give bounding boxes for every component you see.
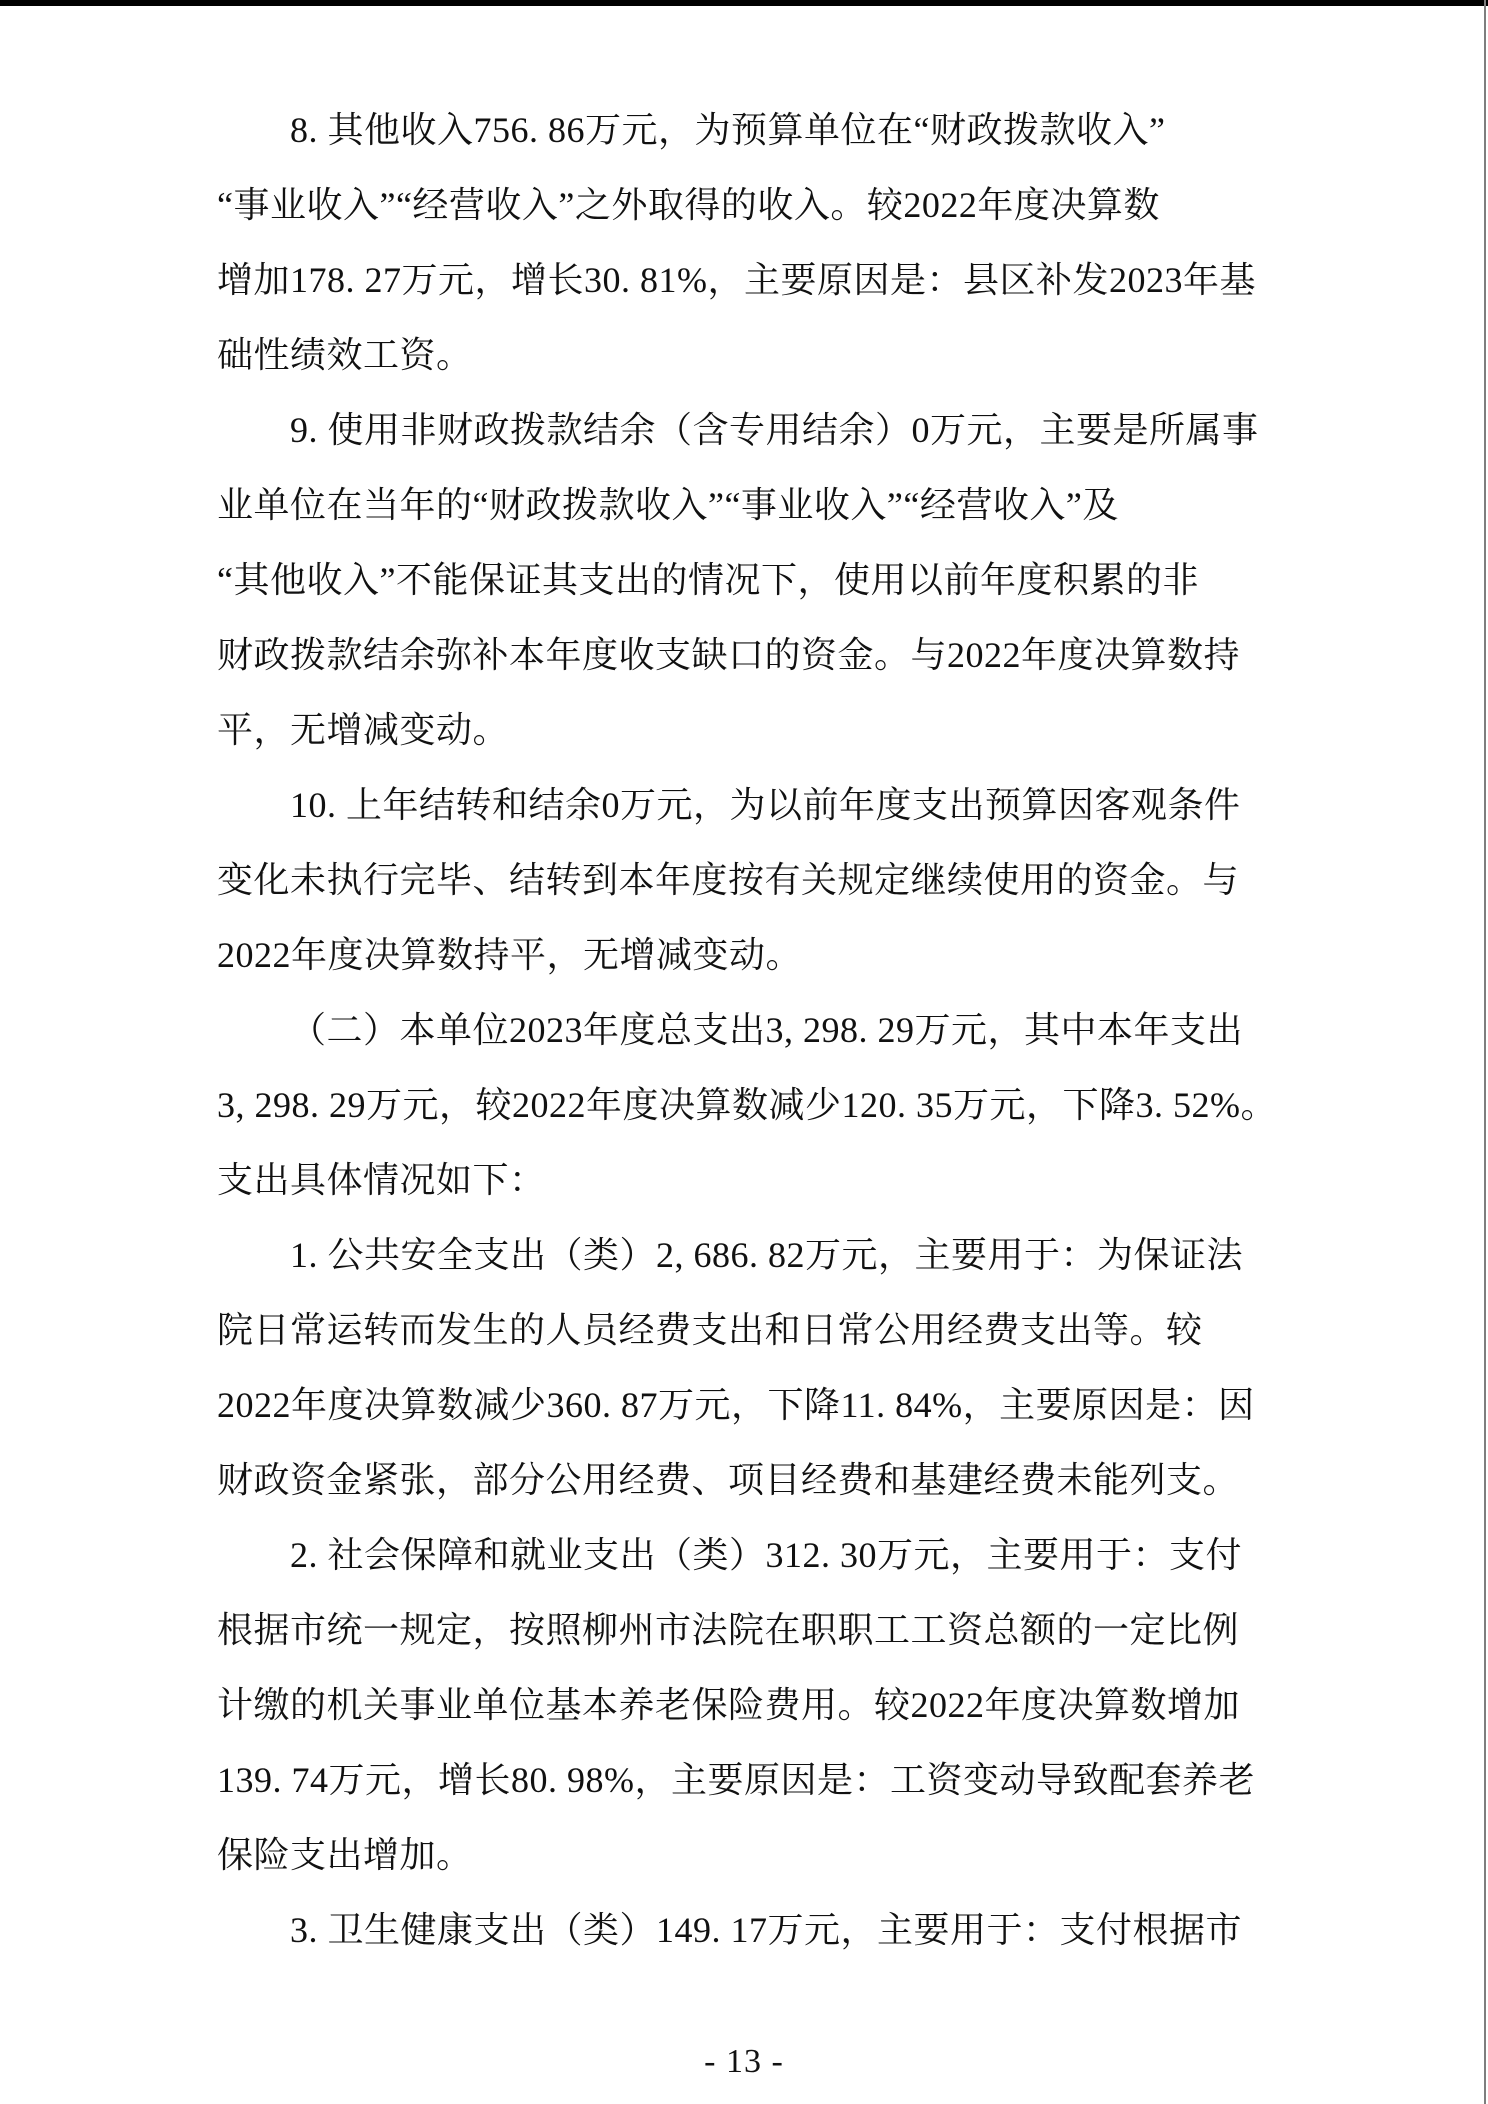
text-line: 2022年度决算数持平，无增减变动。	[217, 935, 803, 975]
text-line: 根据市统一规定，按照柳州市法院在职职工工资总额的一定比例	[217, 1610, 1240, 1650]
text-line: 院日常运转而发生的人员经费支出和日常公用经费支出等。较	[217, 1310, 1203, 1350]
paragraph-other-income	[217, 93, 1287, 393]
text-line: 1. 公共安全支出（类）2, 686. 82万元，主要用于：为保证法	[290, 1235, 1244, 1275]
page-footer	[0, 2042, 1488, 2082]
text-line: 平，无增减变动。	[217, 710, 510, 750]
text-line: 支出具体情况如下：	[217, 1160, 546, 1200]
text-line: （二）本单位2023年度总支出3, 298. 29万元，其中本年支出	[290, 1010, 1244, 1050]
text-line: 3, 298. 29万元，较2022年度决算数减少120. 35万元，下降3. 52%。	[217, 1085, 1277, 1125]
paragraph-nonfiscal-balance	[217, 393, 1287, 768]
text-line: 2. 社会保障和就业支出（类）312. 30万元，主要用于：支付	[290, 1535, 1243, 1575]
paragraph-total-expenditure	[217, 993, 1287, 1218]
text-line: “事业收入”“经营收入”之外取得的收入。较2022年度决算数	[217, 185, 1160, 225]
text-line: 2022年度决算数减少360. 87万元，下降11. 84%，主要原因是：因	[217, 1385, 1255, 1425]
text-line: 139. 74万元，增长80. 98%，主要原因是：工资变动导致配套养老	[217, 1760, 1255, 1800]
text-line: 财政资金紧张，部分公用经费、项目经费和基建经费未能列支。	[217, 1460, 1240, 1500]
paragraph-carryover	[217, 768, 1287, 993]
document-body	[217, 93, 1287, 1968]
text-line: 增加178. 27万元，增长30. 81%，主要原因是：县区补发2023年基	[217, 260, 1256, 300]
text-line: 计缴的机关事业单位基本养老保险费用。较2022年度决算数增加	[217, 1685, 1241, 1725]
text-line: 础性绩效工资。	[217, 335, 473, 375]
text-line: 变化未执行完毕、结转到本年度按有关规定继续使用的资金。与	[217, 860, 1240, 900]
text-line: 业单位在当年的“财政拨款收入”“事业收入”“经营收入”及	[217, 485, 1119, 525]
text-line: 8. 其他收入756. 86万元，为预算单位在“财政拨款收入”	[290, 110, 1166, 150]
scan-right-edge-artifact	[1484, 0, 1486, 2104]
text-line: 10. 上年结转和结余0万元，为以前年度支出预算因客观条件	[290, 785, 1241, 825]
page-number: - 13 -	[704, 2043, 784, 2080]
paragraph-health-expenditure	[217, 1893, 1287, 1968]
text-line: 财政拨款结余弥补本年度收支缺口的资金。与2022年度决算数持	[217, 635, 1241, 675]
paragraph-social-security-expenditure	[217, 1518, 1287, 1893]
text-line: 9. 使用非财政拨款结余（含专用结余）0万元，主要是所属事	[290, 410, 1259, 450]
text-line: 3. 卫生健康支出（类）149. 17万元，主要用于：支付根据市	[290, 1910, 1243, 1950]
paragraph-public-security-expenditure	[217, 1218, 1287, 1518]
text-line: 保险支出增加。	[217, 1835, 473, 1875]
text-line: “其他收入”不能保证其支出的情况下，使用以前年度积累的非	[217, 560, 1199, 600]
scan-top-edge-artifact	[0, 0, 1488, 6]
